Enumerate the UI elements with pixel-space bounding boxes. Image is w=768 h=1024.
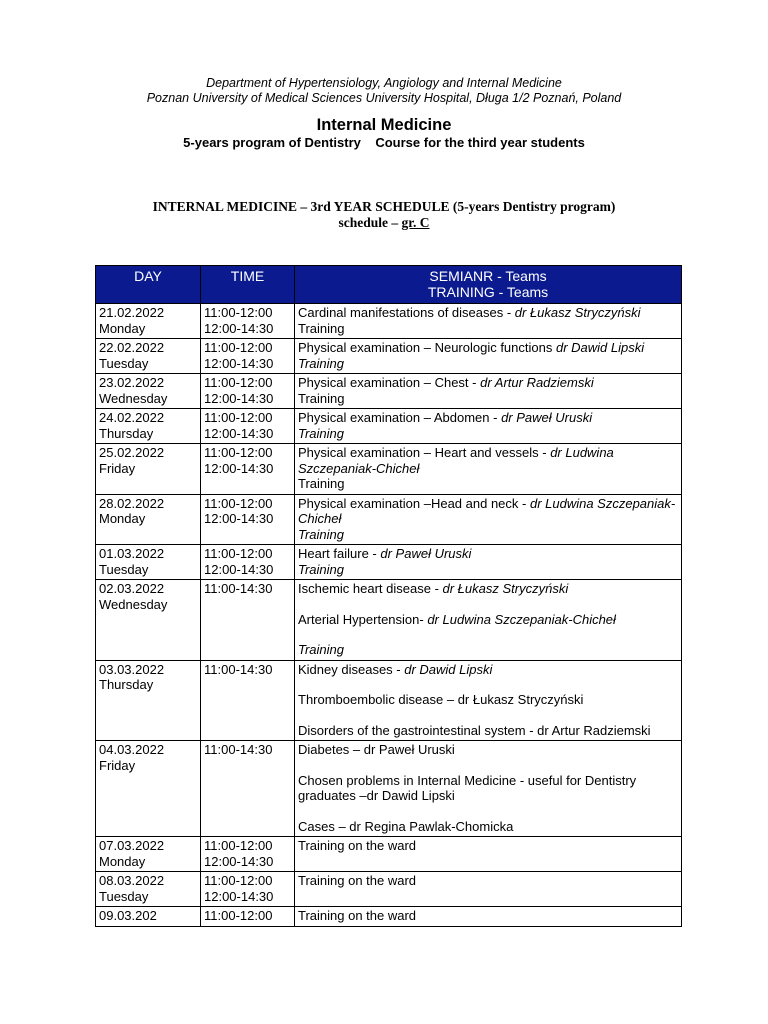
time-cell bbox=[201, 872, 295, 907]
row-weekday: Wednesday bbox=[99, 390, 168, 406]
topic-line bbox=[298, 305, 678, 321]
topic-cell bbox=[295, 304, 682, 339]
topic-line bbox=[298, 838, 678, 854]
lecturer-or-note: dr Łukasz Stryczyński bbox=[442, 581, 569, 596]
day-cell bbox=[96, 580, 201, 661]
time-cell bbox=[201, 304, 295, 339]
row-time: 11:00-12:00 bbox=[204, 340, 273, 355]
topic-text: Disorders of the gastrointestinal system - dr Artur Radziemski bbox=[298, 722, 651, 738]
row-time: 11:00-14:30 bbox=[204, 742, 273, 757]
row-date: 04.03.2022 bbox=[99, 742, 165, 757]
time-cell bbox=[201, 494, 295, 545]
day-cell bbox=[96, 339, 201, 374]
row-time: 12:00-14:30 bbox=[204, 425, 274, 441]
day-cell bbox=[96, 545, 201, 580]
row-time: 12:00-14:30 bbox=[204, 460, 274, 476]
topic-text: Physical examination –Head and neck - bbox=[298, 495, 530, 511]
day-cell bbox=[96, 304, 201, 339]
topic-line bbox=[298, 662, 678, 678]
row-time: 11:00-12:00 bbox=[204, 375, 273, 390]
row-weekday: Monday bbox=[99, 511, 146, 526]
topic-line bbox=[298, 391, 678, 407]
topic-cell bbox=[295, 660, 682, 741]
time-cell bbox=[201, 339, 295, 374]
topic-line bbox=[298, 562, 678, 578]
lecturer-or-note: dr Ludwina Szczepaniak-Chicheł bbox=[298, 445, 614, 476]
row-time: 11:00-14:30 bbox=[204, 661, 273, 677]
topic-line bbox=[298, 581, 678, 597]
row-date: 03.03.2022 bbox=[99, 661, 165, 677]
topic-cell bbox=[295, 494, 682, 545]
header-topic-seminar: SEMIANR - Teams bbox=[429, 268, 547, 284]
topic-line bbox=[298, 321, 678, 337]
schedule-table bbox=[95, 265, 682, 927]
topic-line bbox=[298, 356, 678, 372]
day-cell bbox=[96, 741, 201, 837]
table-row bbox=[96, 409, 682, 444]
row-weekday: Thursday bbox=[99, 677, 154, 692]
row-time: 12:00-14:30 bbox=[204, 888, 274, 904]
header-topic-training: TRAINING - Teams bbox=[427, 284, 549, 300]
topic-line bbox=[298, 445, 678, 476]
topic-line bbox=[298, 410, 678, 426]
topic-text: Cardinal manifestations of diseases - bbox=[298, 305, 515, 320]
row-time: 11:00-14:30 bbox=[204, 581, 273, 596]
topic-line bbox=[298, 612, 678, 628]
department-line-1: Department of Hypertensiology, Angiology and Internal Medicine bbox=[206, 76, 562, 90]
day-cell bbox=[96, 374, 201, 409]
row-date: 28.02.2022 bbox=[99, 495, 165, 511]
topic-text: Arterial Hypertension- bbox=[298, 611, 428, 627]
row-date: 01.03.2022 bbox=[99, 546, 165, 561]
schedule-body bbox=[96, 304, 682, 927]
table-row bbox=[96, 872, 682, 907]
day-cell bbox=[96, 660, 201, 741]
topic-cell bbox=[295, 741, 682, 837]
time-cell bbox=[201, 837, 295, 872]
topic-text: Ischemic heart disease - bbox=[298, 581, 443, 596]
topic-line bbox=[298, 546, 678, 562]
table-row bbox=[96, 580, 682, 661]
day-cell bbox=[96, 409, 201, 444]
row-weekday: Monday bbox=[99, 853, 146, 869]
topic-line bbox=[298, 340, 678, 356]
schedule-title: INTERNAL MEDICINE – 3rd YEAR SCHEDULE (5-years Dentistry program) bbox=[152, 199, 616, 214]
schedule-prefix: schedule – bbox=[338, 215, 402, 230]
day-cell bbox=[96, 444, 201, 495]
topic-text: Thromboembolic disease – dr Łukasz Stryczyński bbox=[298, 692, 584, 707]
row-time: 12:00-14:30 bbox=[204, 561, 274, 577]
row-time: 11:00-12:00 bbox=[204, 546, 273, 561]
row-time: 11:00-12:00 bbox=[204, 838, 273, 853]
row-time: 11:00-12:00 bbox=[204, 445, 273, 460]
topic-text: Training bbox=[298, 320, 345, 336]
lecturer-or-note: dr Dawid Lipski bbox=[404, 661, 493, 677]
table-row bbox=[96, 374, 682, 409]
topic-text: Diabetes – dr Paweł Uruski bbox=[298, 742, 455, 757]
time-cell bbox=[201, 660, 295, 741]
table-row bbox=[96, 304, 682, 339]
lecturer-or-note: Training bbox=[298, 425, 345, 441]
topic-line bbox=[298, 375, 678, 391]
lecturer-or-note: Training bbox=[298, 561, 345, 577]
row-time: 11:00-12:00 bbox=[204, 908, 273, 923]
topic-text: Physical examination – Heart and vessels - bbox=[298, 445, 551, 460]
topic-cell bbox=[295, 444, 682, 495]
topic-text: Training bbox=[298, 390, 345, 406]
row-weekday: Tuesday bbox=[99, 888, 149, 904]
row-time: 12:00-14:30 bbox=[204, 853, 274, 869]
table-row bbox=[96, 741, 682, 837]
topic-text: Training bbox=[298, 476, 345, 491]
lecturer-or-note: dr Ludwina Szczepaniak-Chicheł bbox=[298, 495, 676, 526]
row-weekday: Wednesday bbox=[99, 596, 168, 612]
day-cell bbox=[96, 872, 201, 907]
row-weekday: Friday bbox=[99, 757, 136, 773]
row-date: 02.03.2022 bbox=[99, 581, 165, 596]
topic-line bbox=[298, 819, 678, 835]
topic-cell bbox=[295, 837, 682, 872]
topic-text: Training on the ward bbox=[298, 838, 417, 853]
time-cell bbox=[201, 545, 295, 580]
lecturer-or-note: dr Łukasz Stryczyński bbox=[514, 305, 641, 320]
row-time: 12:00-14:30 bbox=[204, 320, 274, 336]
topic-text: Physical examination – Abdomen - bbox=[298, 410, 502, 425]
topic-cell bbox=[295, 907, 682, 927]
day-cell bbox=[96, 907, 201, 927]
row-date: 24.02.2022 bbox=[99, 410, 165, 425]
table-row bbox=[96, 339, 682, 374]
topic-text: Training on the ward bbox=[298, 908, 417, 923]
lecturer-or-note: dr Paweł Uruski bbox=[501, 410, 593, 425]
row-weekday: Tuesday bbox=[99, 561, 149, 577]
topic-text: Training on the ward bbox=[298, 873, 417, 888]
row-time: 11:00-12:00 bbox=[204, 410, 273, 425]
lecturer-or-note: Training bbox=[298, 355, 345, 371]
page-title: Internal Medicine bbox=[316, 116, 452, 134]
day-cell bbox=[96, 494, 201, 545]
topic-line bbox=[298, 742, 678, 758]
row-date: 07.03.2022 bbox=[99, 838, 165, 853]
table-row bbox=[96, 444, 682, 495]
row-time: 12:00-14:30 bbox=[204, 390, 274, 406]
department-header bbox=[0, 76, 768, 105]
time-cell bbox=[201, 374, 295, 409]
lecturer-or-note: Training bbox=[298, 526, 345, 542]
topic-line bbox=[298, 692, 678, 708]
header-day: DAY bbox=[96, 266, 201, 304]
topic-text: Physical examination – Chest - bbox=[298, 375, 481, 390]
topic-line bbox=[298, 908, 678, 924]
row-time: 11:00-12:00 bbox=[204, 305, 273, 320]
topic-line bbox=[298, 426, 678, 442]
row-time: 12:00-14:30 bbox=[204, 355, 274, 371]
table-row bbox=[96, 494, 682, 545]
time-cell bbox=[201, 444, 295, 495]
table-row bbox=[96, 907, 682, 927]
topic-cell bbox=[295, 545, 682, 580]
topic-text: Heart failure - bbox=[298, 546, 381, 561]
topic-line bbox=[298, 723, 678, 739]
table-row bbox=[96, 660, 682, 741]
topic-line bbox=[298, 873, 678, 889]
schedule-group-line bbox=[0, 215, 768, 231]
row-date: 08.03.2022 bbox=[99, 873, 165, 888]
header-topic bbox=[295, 266, 682, 304]
lecturer-or-note: dr Dawid Lipski bbox=[555, 340, 645, 355]
time-cell bbox=[201, 409, 295, 444]
lecturer-or-note: dr Paweł Uruski bbox=[380, 546, 472, 561]
row-date: 21.02.2022 bbox=[99, 305, 165, 320]
row-weekday: Friday bbox=[99, 460, 136, 476]
row-weekday: Monday bbox=[99, 320, 146, 336]
topic-text: Chosen problems in Internal Medicine - useful for Dentistry graduates –dr Dawid Lipski bbox=[298, 772, 637, 803]
row-date: 23.02.2022 bbox=[99, 375, 165, 390]
topic-line bbox=[298, 476, 678, 492]
topic-cell bbox=[295, 872, 682, 907]
topic-text: Kidney diseases - bbox=[298, 661, 405, 677]
page-subtitle: 5-years program of Dentistry Course for the third year students bbox=[183, 135, 585, 150]
topic-line bbox=[298, 773, 678, 804]
lecturer-or-note: Training bbox=[298, 642, 345, 657]
topic-cell bbox=[295, 580, 682, 661]
department-line-2: Poznan University of Medical Sciences University Hospital, Długa 1/2 Poznań, Poland bbox=[146, 90, 622, 105]
lecturer-or-note: dr Artur Radziemski bbox=[480, 375, 594, 390]
topic-cell bbox=[295, 374, 682, 409]
topic-cell bbox=[295, 409, 682, 444]
lecturer-or-note: dr Ludwina Szczepaniak-Chicheł bbox=[427, 611, 616, 627]
topic-line bbox=[298, 527, 678, 543]
table-header-row bbox=[96, 266, 682, 304]
table-row bbox=[96, 837, 682, 872]
row-time: 12:00-14:30 bbox=[204, 511, 274, 526]
row-weekday: Thursday bbox=[99, 425, 154, 441]
row-time: 11:00-12:00 bbox=[204, 873, 273, 888]
row-time: 11:00-12:00 bbox=[204, 495, 273, 511]
time-cell bbox=[201, 741, 295, 837]
schedule-group: gr. C bbox=[401, 215, 430, 230]
header-time: TIME bbox=[201, 266, 295, 304]
row-weekday: Tuesday bbox=[99, 355, 149, 371]
topic-line bbox=[298, 642, 678, 658]
row-date: 25.02.2022 bbox=[99, 445, 165, 460]
time-cell bbox=[201, 580, 295, 661]
topic-text: Physical examination – Neurologic functions bbox=[298, 340, 556, 355]
row-date: 22.02.2022 bbox=[99, 340, 165, 355]
time-cell bbox=[201, 907, 295, 927]
topic-text: Cases – dr Regina Pawlak-Chomicka bbox=[298, 818, 514, 834]
row-date: 09.03.202 bbox=[99, 908, 157, 923]
day-cell bbox=[96, 837, 201, 872]
schedule-heading bbox=[0, 199, 768, 231]
table-row bbox=[96, 545, 682, 580]
topic-line bbox=[298, 496, 678, 527]
topic-cell bbox=[295, 339, 682, 374]
